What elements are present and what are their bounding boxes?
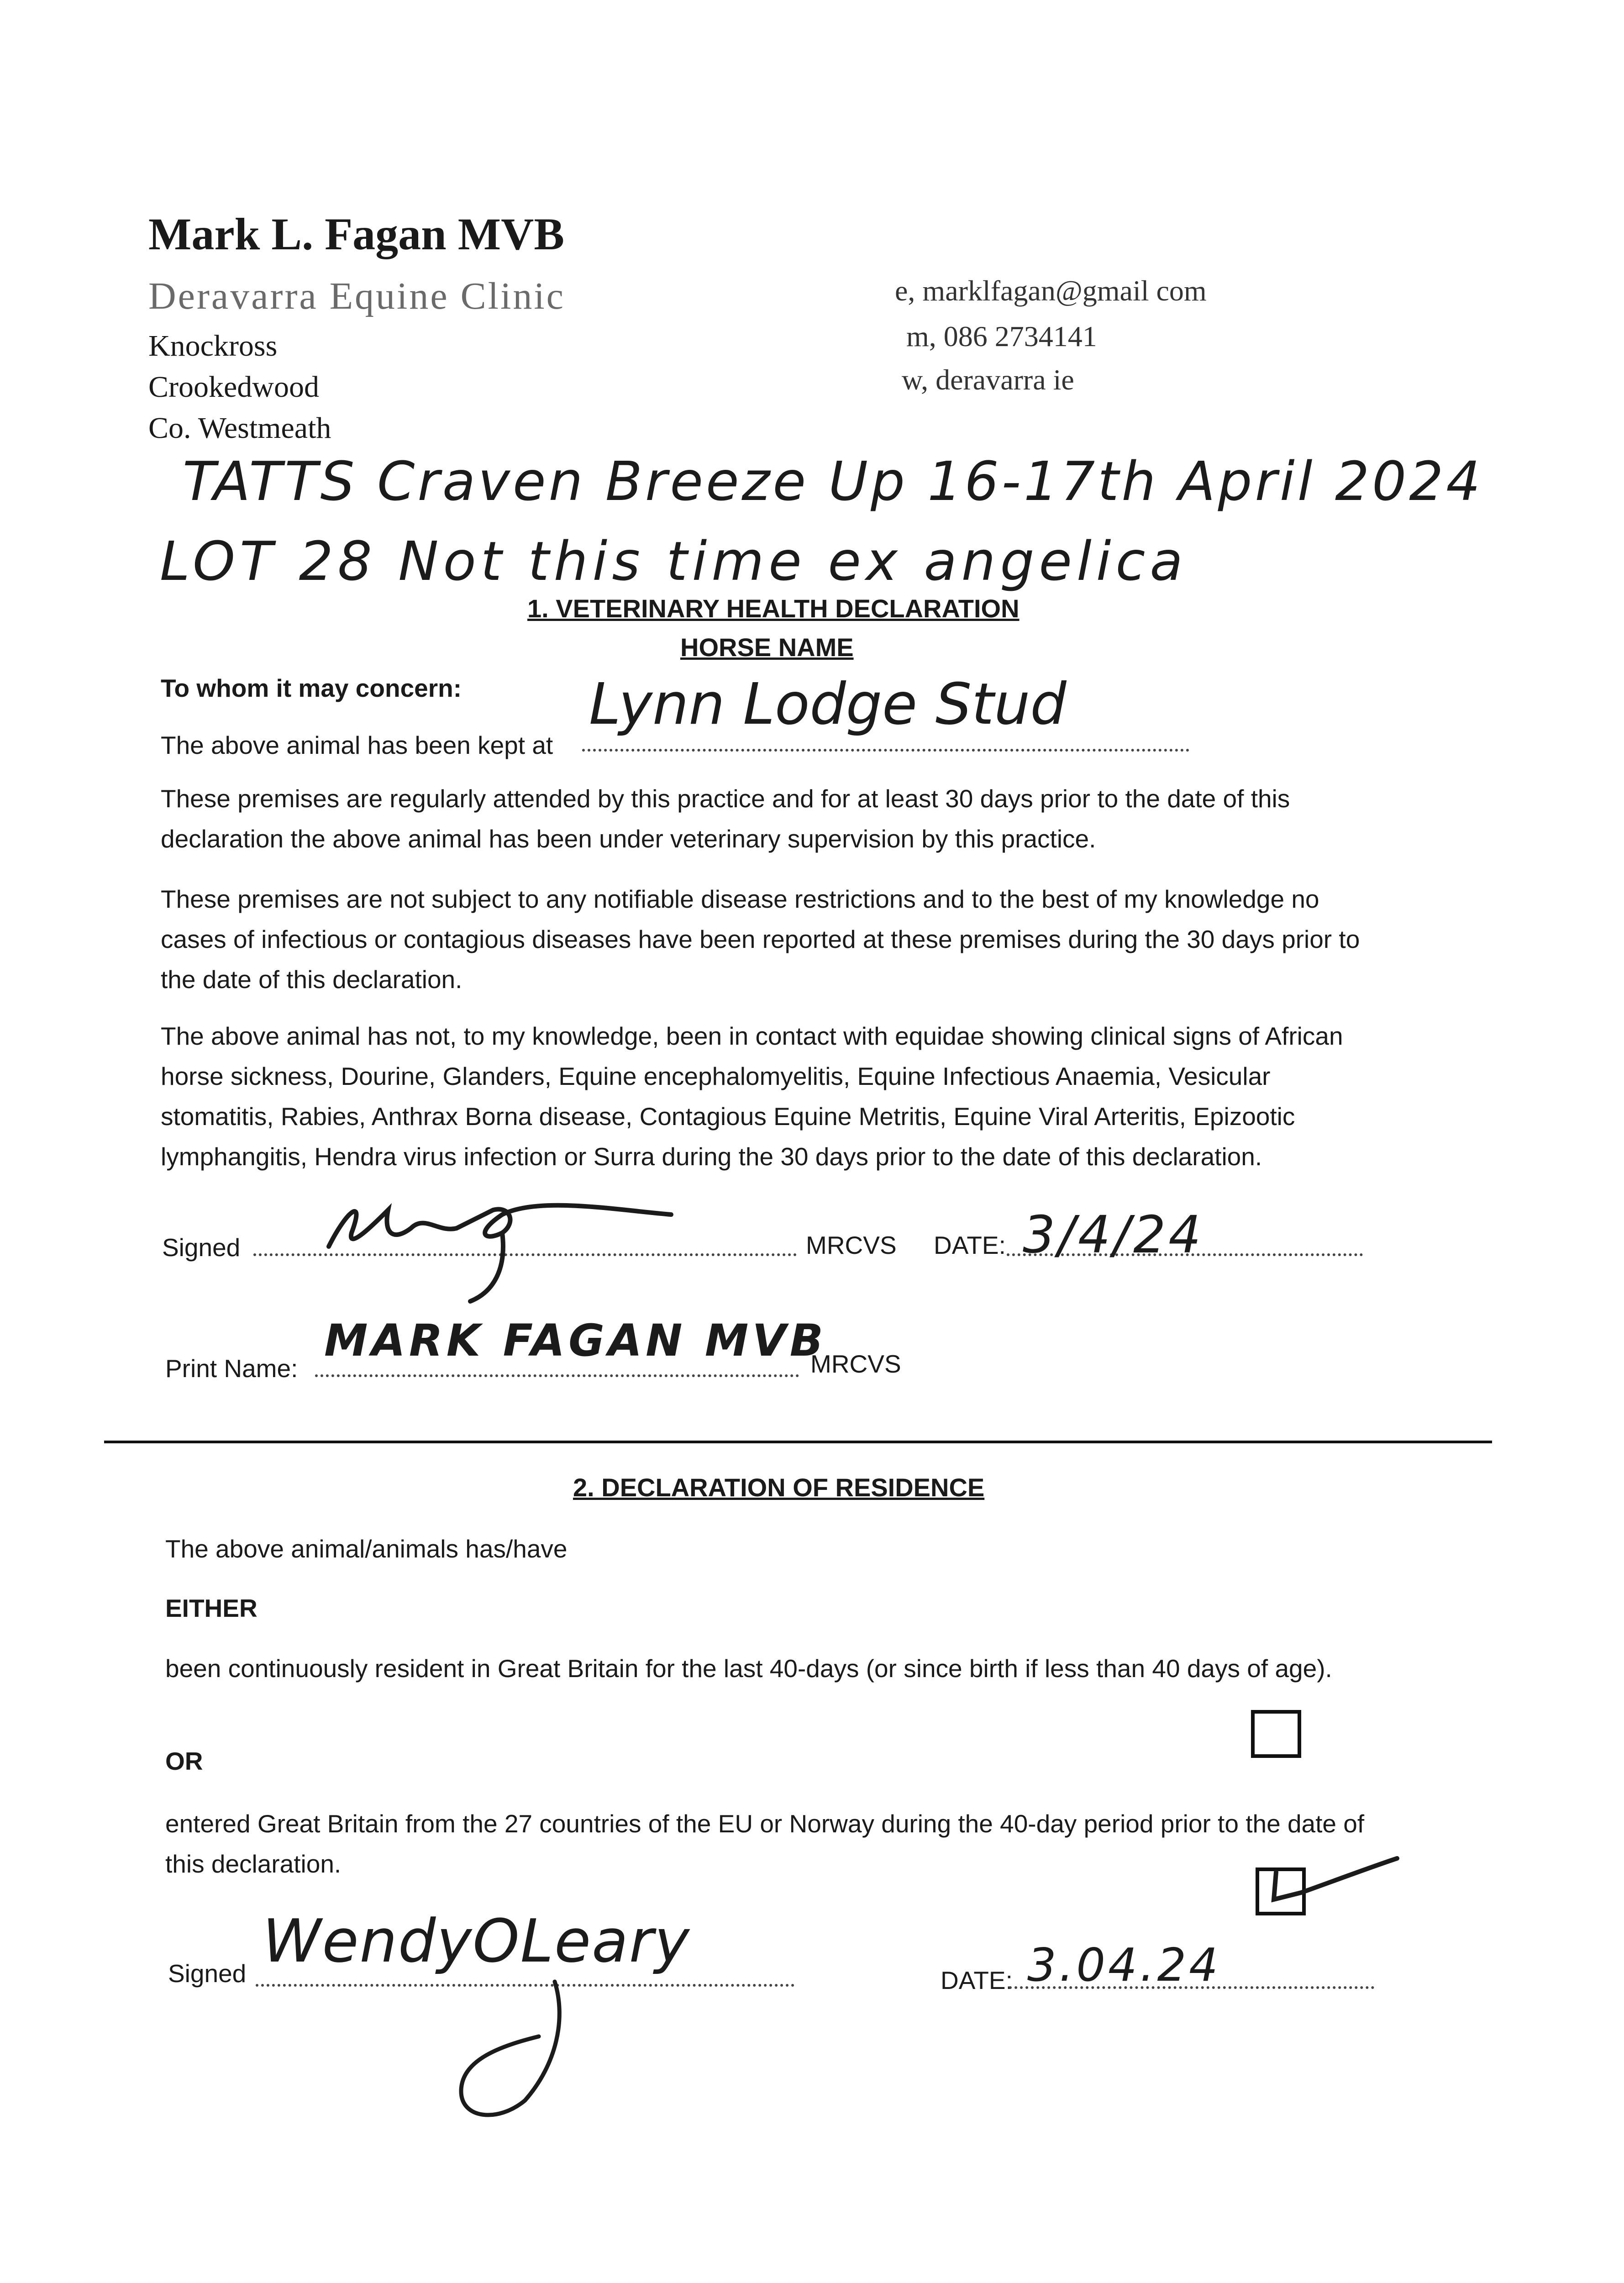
contact-email: e, marklfagan@gmail com [895, 274, 1207, 307]
vet-name: Mark L. Fagan MVB [148, 209, 565, 259]
residence-date-handwritten-value: 3.04.24 [1027, 1938, 1221, 1992]
or-label: OR [165, 1747, 203, 1775]
residence-intro: The above animal/animals has/have [165, 1535, 568, 1563]
kept-at-label: The above animal has been kept at [161, 731, 553, 759]
salutation: To whom it may concern: [161, 674, 462, 702]
handwritten-sale-note-line2: LOT 28 Not this time ex angelica [160, 530, 1188, 593]
section2-heading: 2. DECLARATION OF RESIDENCE [573, 1473, 985, 1502]
residence-date-label: DATE: [941, 1966, 1013, 1994]
address-line-1: Knockross [148, 329, 278, 363]
date-handwritten-value: 3/4/24 [1023, 1205, 1204, 1265]
print-name-mrcvs-label: MRCVS [810, 1350, 901, 1378]
option-entered-from-eu: entered Great Britain from the 27 countries of the EU or Norway during the 40-day period prior to the date of this declaration. [165, 1810, 1365, 1878]
print-name-label: Print Name: [165, 1354, 298, 1383]
date-label: DATE: [934, 1231, 1006, 1259]
print-name-handwritten-value: MARK FAGAN MVB [324, 1315, 827, 1366]
section1-heading: 1. VETERINARY HEALTH DECLARATION [527, 594, 1020, 623]
either-label: EITHER [165, 1594, 258, 1622]
address-line-3: Co. Westmeath [148, 411, 331, 445]
address-line-2: Crookedwood [148, 370, 319, 404]
kept-at-handwritten-value: Lynn Lodge Stud [589, 671, 1067, 737]
horse-name-heading: HORSE NAME [680, 633, 854, 662]
contact-mobile: m, 086 2734141 [906, 320, 1097, 352]
handwritten-sale-note-line1: TATTS Craven Breeze Up 16-17th April 2024 [183, 450, 1483, 513]
residence-signed-label: Signed [168, 1959, 247, 1988]
contact-website: w, deravarra ie [902, 363, 1074, 396]
option-continuous-residence: been continuously resident in Great Britain for the last 40-days (or since birth if less than 40 days of age). [165, 1654, 1332, 1683]
paragraph-no-disease-restrictions: These premises are not subject to any notifiable disease restrictions and to the best of my knowledge no cases of infectious or contagious diseases have been reported at these premises during the 30 days prior to the date of this declaration. [161, 885, 1360, 994]
signed-label: Signed [162, 1233, 241, 1262]
mrcvs-label: MRCVS [806, 1231, 897, 1259]
clinic-name: Deravarra Equine Clinic [148, 275, 565, 317]
paragraph-no-contact-diseases: The above animal has not, to my knowledge, been in contact with equidae showing clinical signs of African horse sickness, Dourine, Glanders, Equine encephalomyelitis, Equine Infectious Anaemia, Vesicular stomatitis, Rabies, Anthrax Borna disease, Contagious Equine Metritis, Equine Viral Arteritis, Epizootic lymphangitis, Hendra virus infection or Surra during the 30 days prior to the date of this declaration. [161, 1022, 1343, 1171]
residence-signature-value: WendyOLeary [263, 1906, 691, 1976]
paragraph-veterinary-supervision: These premises are regularly attended by this practice and for at least 30 days prior to the date of this declaration the above animal has been under veterinary supervision by this practice. [161, 784, 1290, 853]
